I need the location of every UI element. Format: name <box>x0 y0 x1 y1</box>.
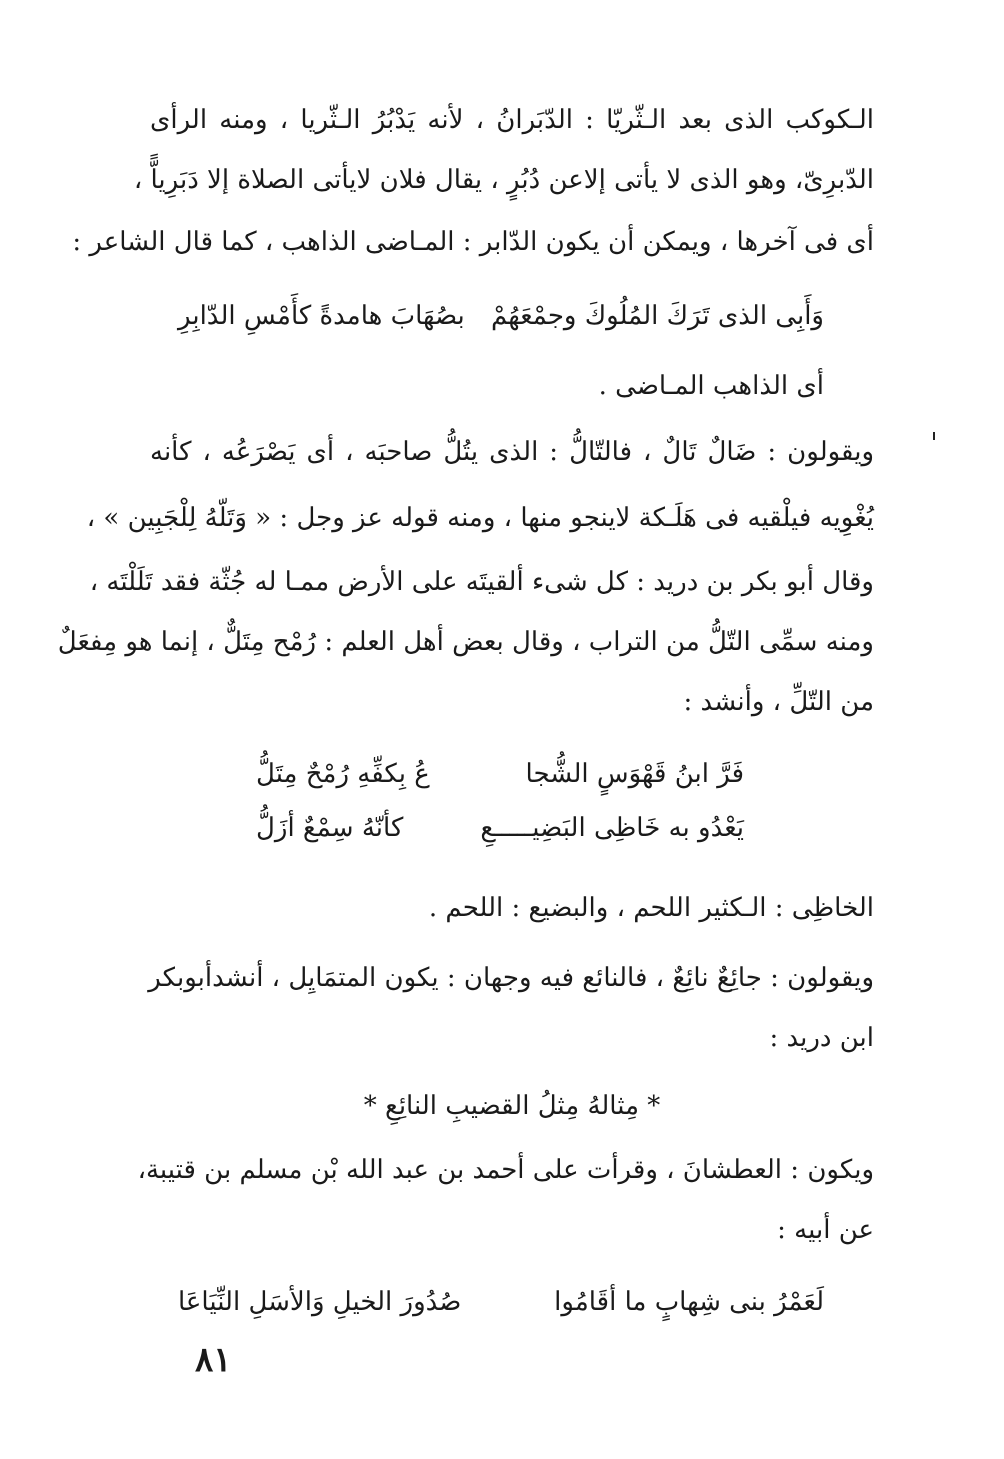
text-line: أى فى آخرها ، ويمكن أن يكون الدّابر : المـاضى الذاهب ، كما قال الشاعر : <box>72 227 874 257</box>
text-line: وقال أبو بكر بن دريد : كل شىء ألقيتَه على الأرض ممـا له جُثّة فقد تَلَلْتَه ، <box>89 567 874 597</box>
text-line: يُغْوِيه فيلْقيه فى هَلَـكة لاينجو منها ، ومنه قوله عز وجل : « وَتَلّهُ لِلْجَبِين » ، <box>86 503 874 533</box>
margin-mark <box>933 432 935 440</box>
page-number: ٨١ <box>195 1340 232 1380</box>
verse-hemistich-second: بصُهَابَ هامدةً كأَمْسِ الدّابِرِ <box>178 301 465 331</box>
text-line: ومنه سمِّى التّلُّ من التراب ، وقال بعض أهل العلم : رُمْح مِتَلٌّ ، إنما هو مِفعَلٌ <box>57 627 874 657</box>
text-line: ابن دريد : <box>769 1023 874 1053</box>
verse-hemistich-second: عُ بِكفِّهِ رُمْحٌ مِتَلُّ <box>256 759 430 789</box>
text-line: ويكون : العطشانَ ، وقرأت على أحمد بن عبد الله بْن مسلم بن قتيبة، <box>137 1155 874 1185</box>
text-line: عن أبيه : <box>777 1215 874 1245</box>
text-line: الدّبرِىّ، وهو الذى لا يأتى إلاعن دُبُرٍ ، يقال فلان لايأتى الصلاة إلا دَبَرِياًّ ، <box>133 165 874 195</box>
quoted-hemistich: * مِثالهُ مِثلُ القضيبِ النائِعِ * <box>363 1091 661 1121</box>
verse-hemistich-second: كأنّهُ سِمْعٌ أزَلُّ <box>256 813 404 843</box>
verse-explanation: الخاظِى : الـكثير اللحم ، والبضيع : اللحم . <box>428 893 874 923</box>
verse-hemistich-first: لَعَمْرُ بنى شِهابٍ ما أقَامُوا <box>554 1287 824 1317</box>
text-line: ويقولون : ضَالٌ تَالٌ ، فالتّالُّ : الذى يتُلُّ صاحبَه ، أى يَصْرَعُه ، كأنه <box>150 437 874 467</box>
verse-hemistich-first: يَعْدُو به خَاظِى البَضِيـــــعِ <box>480 813 744 843</box>
verse-hemistich-second: صُدُورَ الخيلِ وَالأسَلِ النِّيَاعَا <box>178 1287 462 1317</box>
verse-explanation: أى الذاهب المـاضى . <box>598 371 824 401</box>
verse-hemistich-first: فَرَّ ابنُ قَهْوَسٍ الشُّجا <box>525 759 744 789</box>
verse-hemistich-first: وَأَبِى الذى تَرَكَ المُلُوكَ وجمْعَهُمْ <box>490 301 824 331</box>
text-line: الـكوكب الذى بعد الـثّريّا : الدّبَرانُ ، لأنه يَدْبُرُ الـثّريا ، ومنه الرأى <box>150 105 874 135</box>
text-line: من التّلِّ ، وأنشد : <box>683 687 874 717</box>
text-line: ويقولون : جائِعٌ نائِعٌ ، فالنائع فيه وجهان : يكون المتمَايِل ، أنشدأبوبكر <box>148 963 874 993</box>
